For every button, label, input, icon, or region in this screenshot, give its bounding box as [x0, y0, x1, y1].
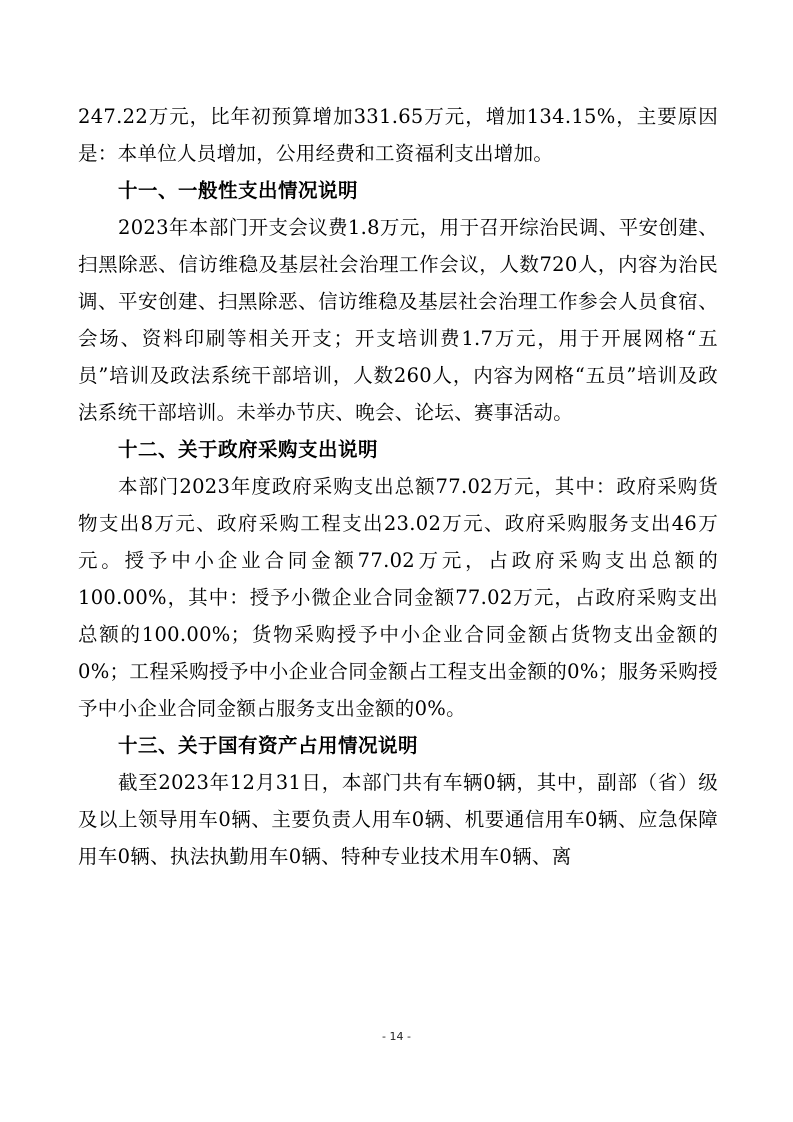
- section-13-paragraph: 截至2023年12月31日，本部门共有车辆0辆，其中，副部（省）级及以上领导用车0辆、主要负责人用车0辆、机要通信用车0辆、应急保障用车0辆、执法执勤用车0辆、特种专业技术用车0辆、离: [78, 771, 718, 868]
- section-13-heading: 十三、关于国有资产占用情况说明: [118, 734, 419, 757]
- page-number: - 14 -: [382, 1030, 411, 1043]
- intro-paragraph: 247.22万元，比年初预算增加331.65万元，增加134.15%，主要原因是：本单位人员增加，公用经费和工资福利支出增加。: [78, 105, 718, 165]
- section-12-paragraph: 本部门2023年度政府采购支出总额77.02万元，其中：政府采购货物支出8万元、政府采购工程支出23.02万元、政府采购服务支出46万元。授予中小企业合同金额77.02万元，占政府采购支出总额的100.00%，其中：授予小微企业合同金额77.02万元，占政府采购支出总额的100.00%；货物采购授予中小企业合同金额占货物支出金额的0%；工程采购授予中小企业合同金额占工程支出金额的0%；服务采购授予中小企业合同金额占服务支出金额的0%。: [78, 475, 718, 720]
- section-11-paragraph: 2023年本部门开支会议费1.8万元，用于召开综治民调、平安创建、扫黑除恶、信访维稳及基层社会治理工作会议，人数720人，内容为治民调、平安创建、扫黑除恶、信访维稳及基层社会治理工作参会人员食宿、会场、资料印刷等相关开支；开支培训费1.7万元，用于开展网格“五员”培训及政法系统干部培训，人数260人，内容为网格“五员”培训及政法系统干部培训。未举办节庆、晚会、论坛、赛事活动。: [78, 216, 718, 424]
- section-12-heading: 十二、关于政府采购支出说明: [118, 438, 379, 461]
- document-body: [78, 98, 718, 875]
- section-11-heading: 十一、一般性支出情况说明: [118, 179, 359, 202]
